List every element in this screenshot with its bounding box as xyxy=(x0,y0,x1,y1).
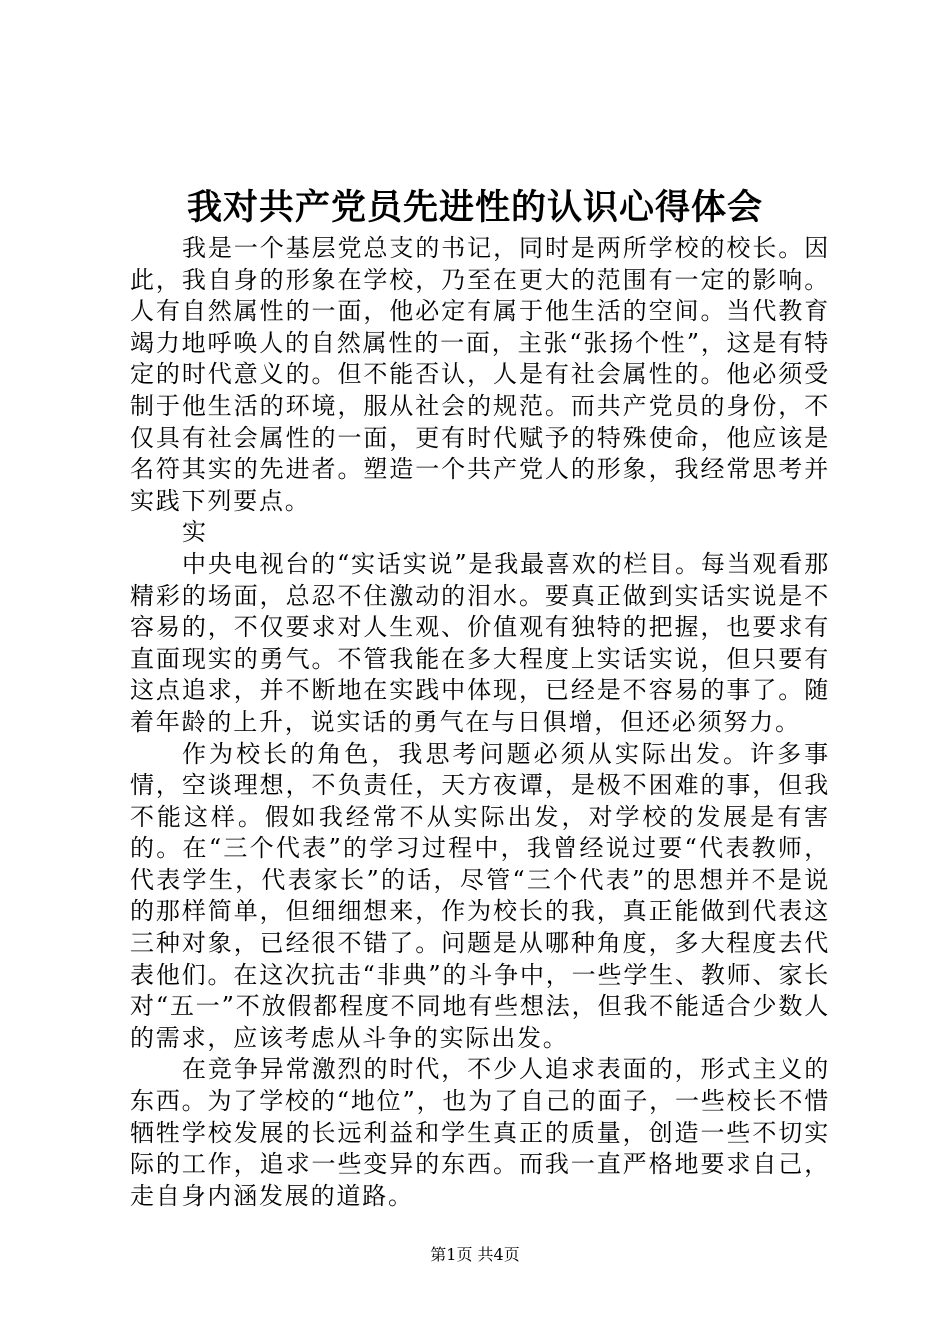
paragraph-principal-role: 作为校长的角色，我思考问题必须从实际出发。许多事情，空谈理想，不负责任，天方夜谭，是极不困难的事，但我不能这样。假如我经常不从实际出发，对学校的发展是有害的。在“三个代表”的学习过程中，我曾经说过要“代表教师，代表学生，代表家长”的话，尽管“三个代表”的思想并不是说的那样简单，但细细想来，作为校长的我，真正能做到代表这三种对象，已经很不错了。问题是从哪种角度，多大程度去代表他们。在这次抗击“非典”的斗争中，一些学生、教师、家长对“五一”不放假都程度不同地有些想法，但我不能适合少数人的需求，应该考虑从斗争的实际出发。 xyxy=(130,739,830,1052)
paragraph-truth-talk: 中央电视台的“实话实说”是我最喜欢的栏目。每当观看那精彩的场面，总忍不住激动的泪水。要真正做到实话实说是不容易的，不仅要求对人生观、价值观有独特的把握，也要求有直面现实的勇气。不管我能在多大程度上实话实说，但只要有这点追求，并不断地在实践中体现，已经是不容易的事了。随着年龄的上升，说实话的勇气在与日俱增，但还必须努力。 xyxy=(130,549,830,736)
paragraph-intro: 我是一个基层党总支的书记，同时是两所学校的校长。因此，我自身的形象在学校，乃至在更大的范围有一定的影响。人有自然属性的一面，他必定有属于他生活的空间。当代教育竭力地呼唤人的自然属性的一面，主张“张扬个性”，这是有特定的时代意义的。但不能否认，人是有社会属性的。他必须受制于他生活的环境，服从社会的规范。而共产党员的身份，不仅具有社会属性的一面，更有时代赋予的特殊使命，他应该是名符其实的先进者。塑造一个共产党人的形象，我经常思考并实践下列要点。 xyxy=(130,234,830,515)
document-title: 我对共产党员先进性的认识心得体会 xyxy=(186,187,763,228)
page-number: 第1页 共4页 xyxy=(430,1245,520,1264)
document-body xyxy=(130,233,830,1212)
paragraph-competition: 在竞争异常激烈的时代，不少人追求表面的，形式主义的东西。为了学校的“地位”，也为了自己的面子，一些校长不惜牺牲学校发展的长远利益和学生真正的质量，创造一些不切实际的工作，追求一些变异的东西。而我一直严格地要求自己，走自身内涵发展的道路。 xyxy=(130,1055,830,1210)
paragraph-heading-shi: 实 xyxy=(182,518,208,547)
